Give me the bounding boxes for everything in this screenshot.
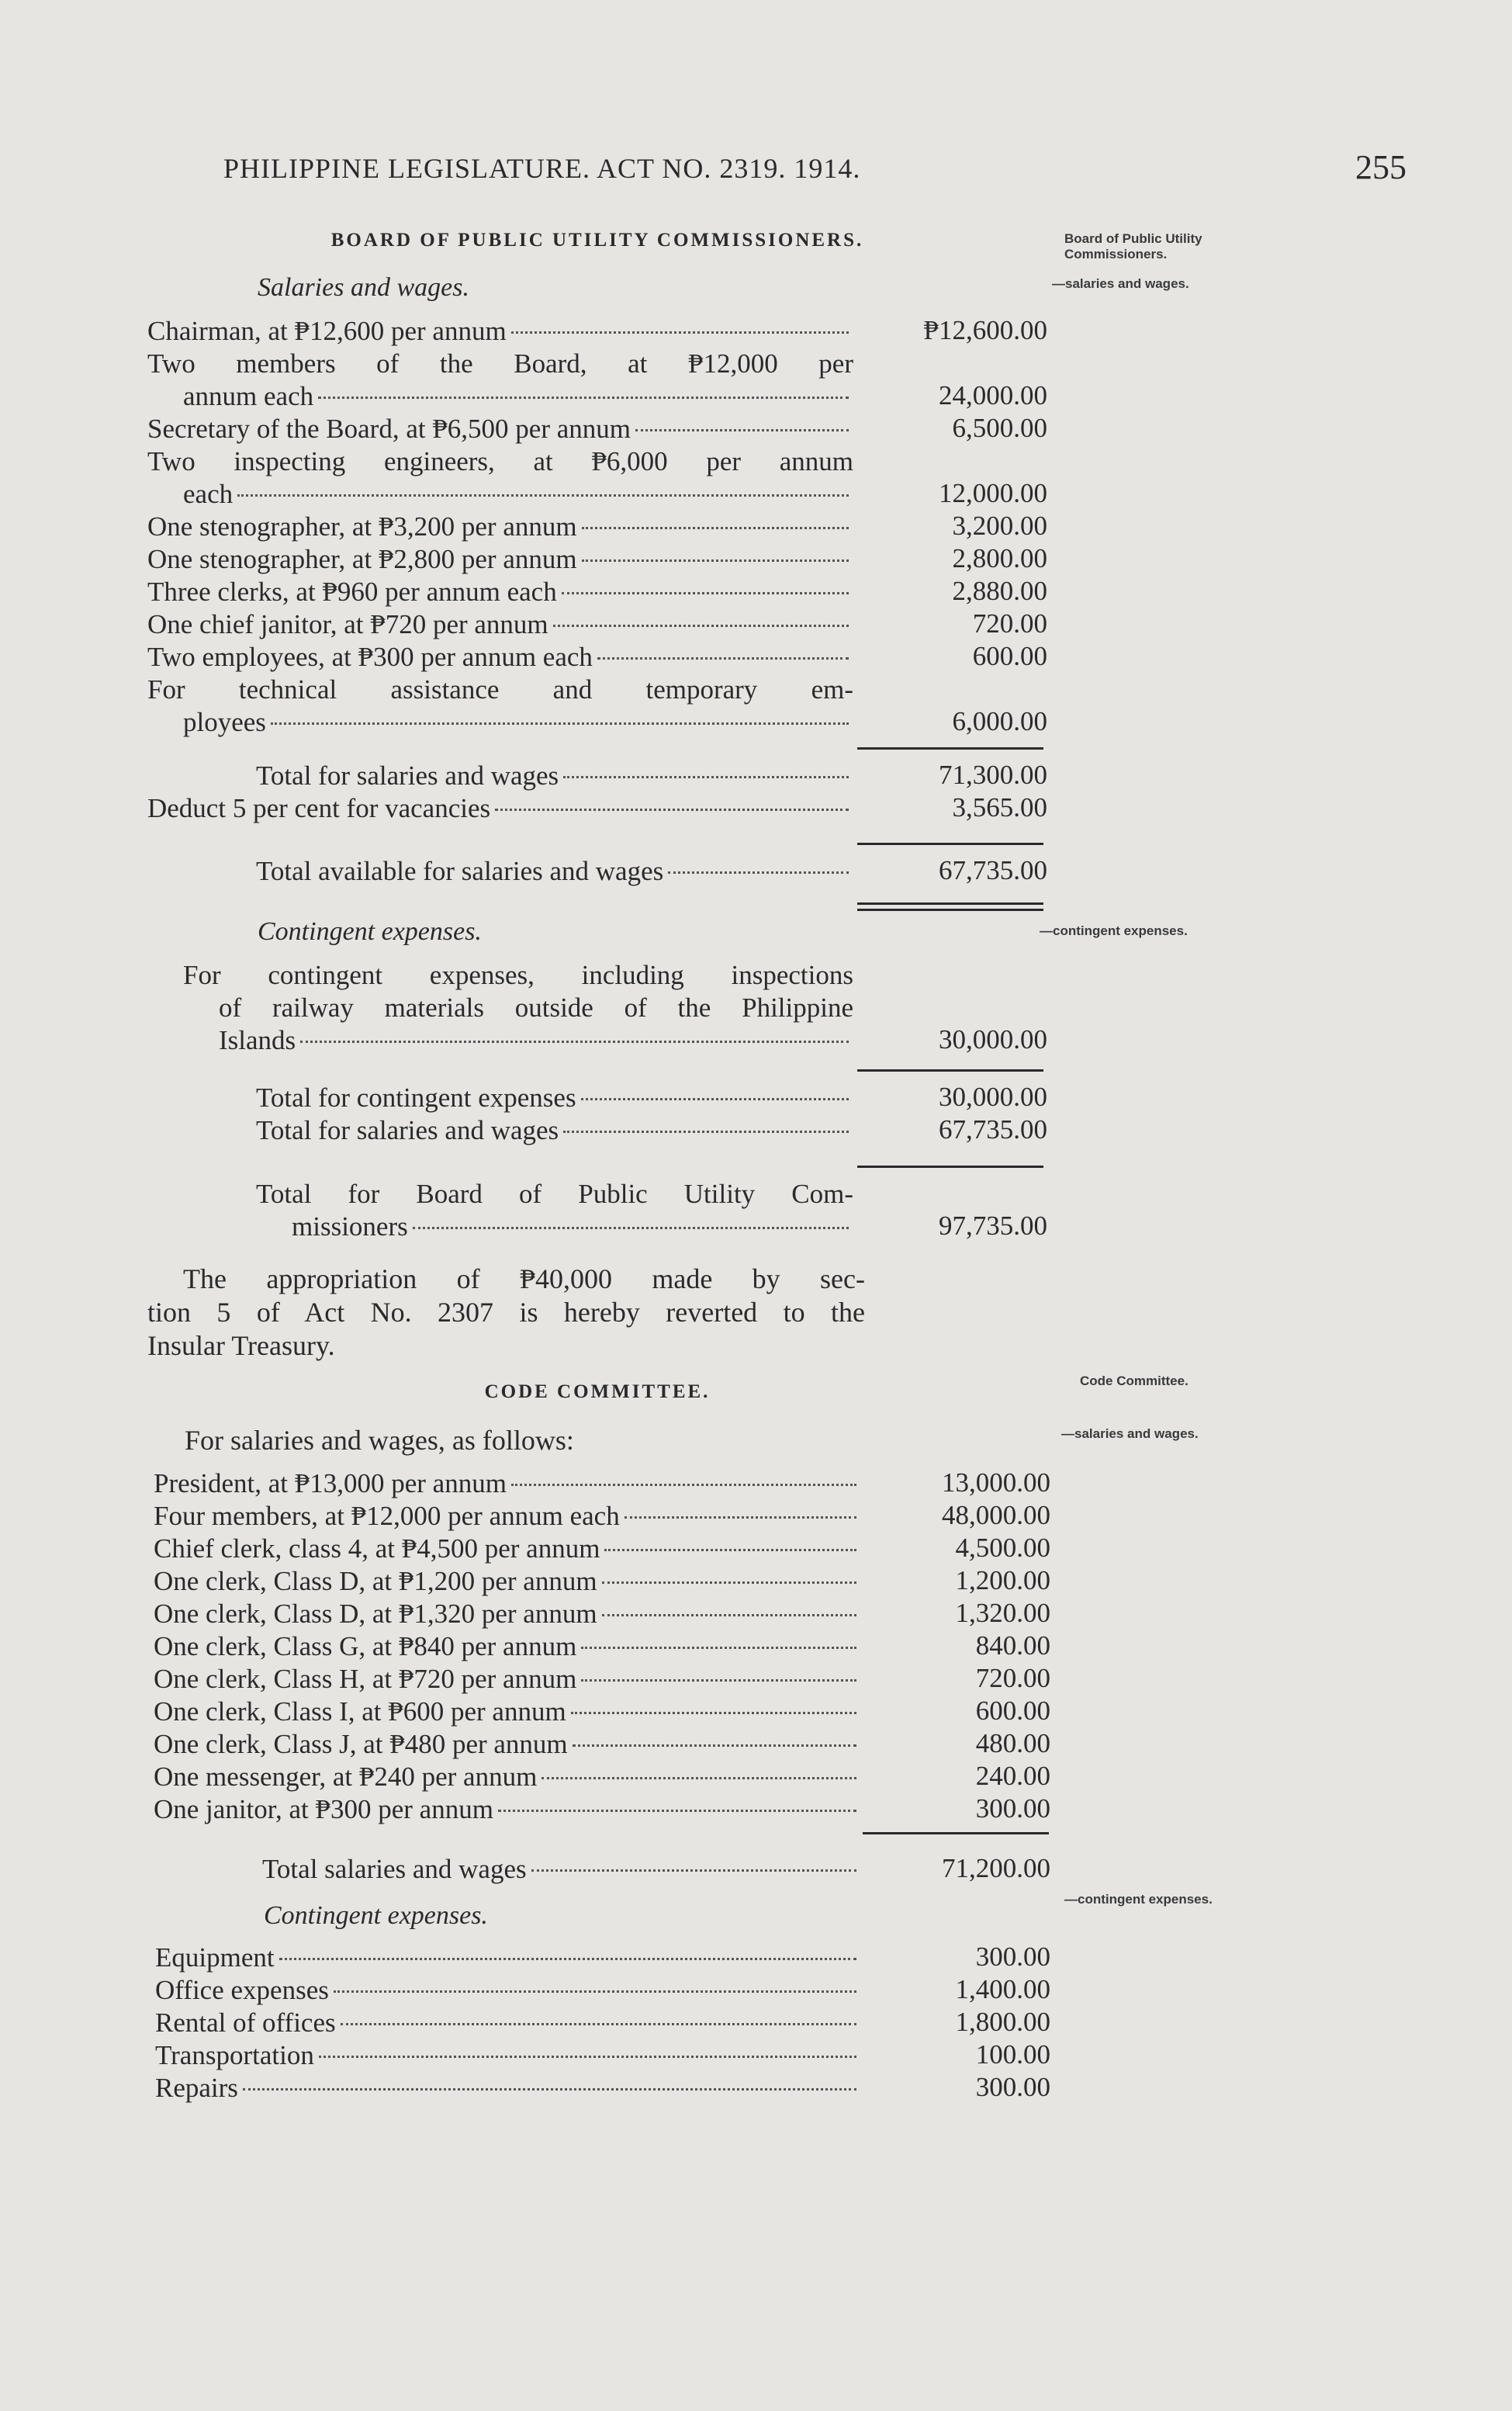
- code-heading: CODE COMMITTEE.: [484, 1381, 711, 1402]
- line-item: [154, 1728, 1054, 1761]
- board-heading: BOARD OF PUBLIC UTILITY COMMISSIONERS.: [330, 230, 864, 251]
- line-item: [147, 543, 1047, 576]
- margin-note: —salaries and wages.: [1061, 1426, 1199, 1441]
- total-line: [147, 855, 1047, 888]
- total-amount: 67,735.00: [939, 1114, 1047, 1145]
- line-item: [154, 1500, 1054, 1533]
- deduct-amount: 3,565.00: [952, 792, 1047, 823]
- total-line: [147, 1178, 1047, 1243]
- line-item: [154, 1630, 1054, 1663]
- line-item-label: One chief janitor, at ₱720 per annum: [147, 609, 548, 639]
- running-head: PHILIPPINE LEGISLATURE. ACT NO. 2319. 1914.: [223, 153, 861, 184]
- line-item: [147, 348, 1047, 413]
- total-label-cont: missioners: [292, 1211, 408, 1242]
- line-item-label: Transportation: [155, 2040, 314, 2070]
- paragraph-line: tion 5 of Act No. 2307 is hereby reverted to the: [147, 1297, 865, 1328]
- line-item: [155, 1974, 1055, 2007]
- total-label: Total for salaries and wages: [256, 1115, 559, 1145]
- margin-note: —salaries and wages.: [1052, 276, 1189, 291]
- total-amount: 71,300.00: [939, 760, 1047, 790]
- board-grand-total: [147, 1178, 1047, 1243]
- margin-note: Code Committee.: [1080, 1374, 1188, 1388]
- line-item: [147, 608, 1047, 641]
- deduct-line: [147, 792, 1047, 825]
- total-rule: [857, 843, 1043, 845]
- line-item: [155, 1942, 1055, 1974]
- line-item-amount: 600.00: [975, 1696, 1050, 1726]
- line-item-amount: 2,800.00: [952, 543, 1047, 573]
- line-item-label: One janitor, at ₱300 per annum: [154, 1794, 493, 1824]
- line-item-amount: 4,500.00: [955, 1533, 1050, 1563]
- line-item: [155, 2007, 1055, 2039]
- margin-note: —contingent expenses.: [1040, 923, 1188, 938]
- line-item-label: One messenger, at ₱240 per annum: [154, 1761, 538, 1792]
- line-item-label: Equipment: [155, 1942, 275, 1973]
- line-item-amount: 24,000.00: [939, 380, 1047, 410]
- line-item-amount: ₱12,600.00: [923, 315, 1047, 345]
- line-item: [147, 511, 1047, 543]
- line-item-amount: 840.00: [975, 1630, 1050, 1661]
- reversion-paragraph: [147, 1263, 865, 1363]
- line-item-amount: 720.00: [972, 608, 1047, 639]
- line-item: [147, 674, 1047, 739]
- line-item-label: One clerk, Class H, at ₱720 per annum: [154, 1664, 577, 1694]
- board-salaries-list: [147, 315, 1047, 739]
- total-label: Total salaries and wages: [262, 1854, 527, 1884]
- line-item-amount: 2,880.00: [952, 576, 1047, 606]
- board-contingent-totals: [147, 1082, 1047, 1147]
- margin-note: Board of Public Utility Commissioners.: [1064, 231, 1202, 262]
- line-item-amount: 48,000.00: [942, 1500, 1050, 1530]
- line-item: [154, 1533, 1054, 1565]
- paragraph-line: Insular Treasury.: [147, 1330, 335, 1361]
- page-header: [223, 148, 1406, 199]
- line-item-amount: 6,500.00: [952, 413, 1047, 443]
- total-label: Total for Board of Public Utility Com-: [256, 1179, 853, 1209]
- line-item: [154, 1793, 1054, 1826]
- line-item-label: Repairs: [155, 2073, 238, 2103]
- code-contingent-title: Contingent expenses.: [264, 1901, 488, 1930]
- line-item-label: Chief clerk, class 4, at ₱4,500 per annum: [154, 1533, 600, 1564]
- code-salaries-list: [154, 1467, 1054, 1826]
- line-item-label-cont: annum each: [183, 381, 314, 411]
- line-item-amount: 300.00: [975, 1942, 1050, 1972]
- line-item: [147, 576, 1047, 608]
- total-amount: 30,000.00: [939, 1082, 1047, 1112]
- board-total-available: [147, 855, 1047, 888]
- line-item-amount: 300.00: [975, 2072, 1050, 2102]
- total-amount: 71,200.00: [942, 1853, 1050, 1883]
- line-item-label: One clerk, Class D, at ₱1,200 per annum: [154, 1566, 597, 1596]
- total-amount: 67,735.00: [939, 855, 1047, 885]
- line-item-label: Secretary of the Board, at ₱6,500 per annum: [147, 414, 631, 444]
- line-item: [154, 1696, 1054, 1728]
- line-item-label-cont: ployees: [183, 707, 266, 737]
- deduct-label: Deduct 5 per cent for vacancies: [147, 793, 491, 823]
- line-item-amount: 13,000.00: [942, 1467, 1050, 1498]
- line-item-label: For technical assistance and temporary em-: [147, 674, 853, 705]
- page-number: 255: [1355, 148, 1406, 186]
- total-line: [147, 1082, 1047, 1114]
- line-item-label: Two employees, at ₱300 per annum each: [147, 642, 593, 672]
- total-rule: [857, 747, 1043, 750]
- line-item-label: For contingent expenses, including inspections: [183, 960, 853, 990]
- total-line: [147, 1114, 1047, 1147]
- line-item-label: One clerk, Class G, at ₱840 per annum: [154, 1631, 577, 1661]
- total-label: Total available for salaries and wages: [256, 856, 664, 886]
- line-item-amount: 1,400.00: [955, 1974, 1050, 2004]
- line-item: [147, 315, 1047, 348]
- line-item-label: Two members of the Board, at ₱12,000 per: [147, 348, 853, 379]
- line-item-label: One clerk, Class D, at ₱1,320 per annum: [154, 1599, 597, 1629]
- total-rule: [857, 1166, 1043, 1168]
- line-item-label-cont: of railway materials outside of the Philippine: [219, 992, 853, 1023]
- board-contingent-title: Contingent expenses.: [258, 917, 482, 946]
- total-line: [147, 760, 1047, 792]
- line-item: [154, 1663, 1054, 1696]
- line-item-amount: 100.00: [975, 2039, 1050, 2070]
- total-rule: [857, 1069, 1043, 1072]
- total-line: [154, 1853, 1054, 1886]
- line-item-amount: 720.00: [975, 1663, 1050, 1693]
- line-item-label: Three clerks, at ₱960 per annum each: [147, 577, 557, 607]
- line-item: [155, 2072, 1055, 2104]
- board-totals: [147, 760, 1047, 825]
- line-item-label: One clerk, Class I, at ₱600 per annum: [154, 1696, 566, 1727]
- margin-note: —contingent expenses.: [1064, 1892, 1213, 1907]
- line-item-amount: 6,000.00: [952, 706, 1047, 736]
- board-salaries-title: Salaries and wages.: [258, 273, 469, 302]
- total-rule: [863, 1832, 1049, 1834]
- board-contingent: [147, 959, 1047, 1057]
- line-item-label-cont: each: [183, 479, 234, 509]
- line-item-amount: 12,000.00: [939, 478, 1047, 508]
- double-rule: [857, 902, 1043, 905]
- line-item-amount: 600.00: [972, 641, 1047, 671]
- line-item: [147, 445, 1047, 511]
- line-item: [154, 1761, 1054, 1793]
- line-item: [154, 1467, 1054, 1500]
- line-item-label: Chairman, at ₱12,600 per annum: [147, 316, 507, 346]
- line-item-amount: 240.00: [975, 1761, 1050, 1791]
- line-item: [154, 1565, 1054, 1598]
- line-item-amount: 3,200.00: [952, 511, 1047, 541]
- line-item: [155, 2039, 1055, 2072]
- double-rule: [857, 909, 1043, 911]
- line-item: [147, 413, 1047, 445]
- line-item-label-cont: Islands: [219, 1025, 296, 1055]
- code-total: [154, 1853, 1054, 1886]
- line-item-amount: 1,800.00: [955, 2007, 1050, 2037]
- line-item-label: One stenographer, at ₱2,800 per annum: [147, 544, 577, 574]
- line-item-label: One clerk, Class J, at ₱480 per annum: [154, 1729, 568, 1759]
- code-intro: For salaries and wages, as follows:: [185, 1425, 574, 1456]
- line-item-label: Four members, at ₱12,000 per annum each: [154, 1501, 620, 1531]
- line-item: [154, 1598, 1054, 1630]
- line-item: [147, 959, 1047, 1057]
- line-item: [147, 641, 1047, 674]
- total-label: Total for contingent expenses: [256, 1083, 576, 1113]
- line-item-label: Rental of offices: [155, 2007, 336, 2038]
- line-item-label: President, at ₱13,000 per annum: [154, 1468, 507, 1498]
- line-item-amount: 300.00: [975, 1793, 1050, 1824]
- total-label: Total for salaries and wages: [256, 760, 559, 791]
- line-item-label: Two inspecting engineers, at ₱6,000 per annum: [147, 446, 853, 476]
- line-item-amount: 480.00: [975, 1728, 1050, 1758]
- line-item-amount: 1,200.00: [955, 1565, 1050, 1595]
- total-amount: 97,735.00: [939, 1211, 1047, 1241]
- paragraph-line: The appropriation of ₱40,000 made by sec-: [183, 1263, 865, 1294]
- line-item-amount: 1,320.00: [955, 1598, 1050, 1628]
- line-item-amount: 30,000.00: [939, 1024, 1047, 1055]
- line-item-label: One stenographer, at ₱3,200 per annum: [147, 511, 577, 542]
- code-contingent-list: [155, 1942, 1055, 2104]
- line-item-label: Office expenses: [155, 1975, 329, 2005]
